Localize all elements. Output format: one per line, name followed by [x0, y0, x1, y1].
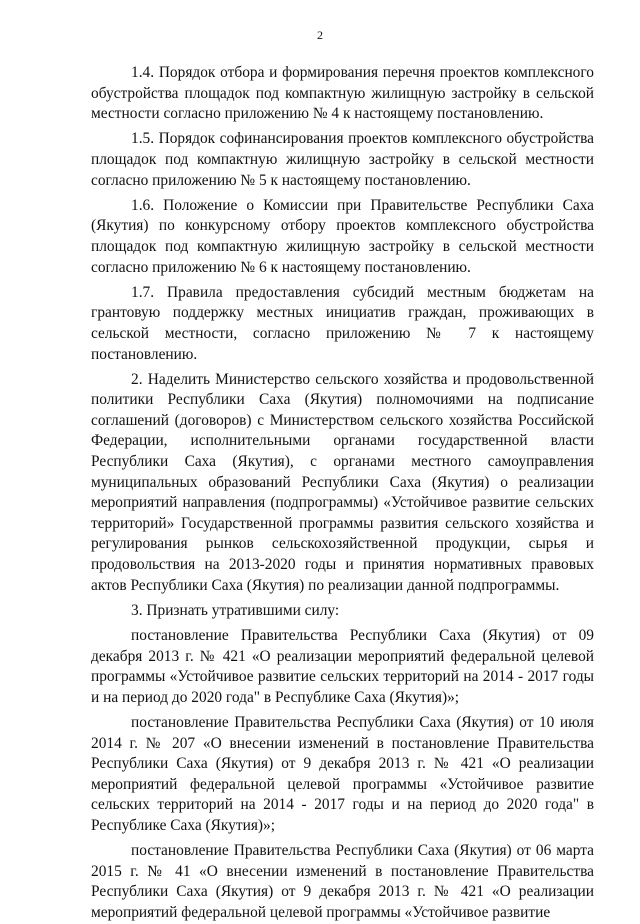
repealed-resolution-41: постановление Правительства Республики Саха (Якутия) от 06 марта 2015 г. № 41 «О внесении изменений в постановление Правительства Республики Саха (Якутия) от 9 декабря 2013 г. № 421 «О реализации мероприятий федеральной целевой программы «Устойчивое развитие — [91, 842, 594, 921]
paragraph-1-5: 1.5. Порядок софинансирования проектов комплексного обустройства площадок под компактную жилищную застройку в сельской местности согласно приложению № 5 к настоящему постановлению. — [91, 130, 594, 189]
paragraph-1-6: 1.6. Положение о Комиссии при Правительстве Республики Саха (Якутия) по конкурсному отбору проектов комплексного обустройства площадок под компактную жилищную застройку в сельской местности согласно приложению № 6 к настоящему постановлению. — [91, 196, 594, 276]
document-body — [91, 63, 594, 924]
paragraph-1-7: 1.7. Правила предоставления субсидий местным бюджетам на грантовую поддержку местных инициатив граждан, проживающих в сельской местности, согласно приложению № 7 к настоящему постановлению. — [91, 283, 594, 363]
paragraph-2: 2. Наделить Министерство сельского хозяйства и продовольственной политики Республики Саха (Якутия) полномочиями на подписание соглашений (договоров) с Министерством сельского хозяйства Российской Федерации, исполнительными органами государственной власти Республики Саха (Якутия), с органами местного самоуправления муниципальных образований Республики Саха (Якутия) о реализации мероприятий направления (подпрограммы) «Устойчивое развитие сельских территорий» Государственной программы развития сельского хозяйства и регулирования рынков сельскохозяйственной продукции, сырья и продовольствия на 2013-2020 годы и принятия нормативных правовых актов Республики Саха (Якутия) по реализации данной подпрограммы. — [91, 370, 594, 594]
repealed-resolution-207: постановление Правительства Республики Саха (Якутия) от 10 июля 2014 г. № 207 «О внесении изменений в постановление Правительства Республики Саха (Якутия) от 9 декабря 2013 г. № 421 «О реализации мероприятий федеральной целевой программы «Устойчивое развитие сельских территорий на 2014 - 2017 годы и на период до 2020 года" в Республике Саха (Якутия)»; — [91, 713, 594, 834]
paragraph-1-4: 1.4. Порядок отбора и формирования перечня проектов комплексного обустройства площадок под компактную жилищную застройку в сельской местности согласно приложению № 4 к настоящему постановлению. — [91, 64, 594, 123]
paragraph-3: 3. Признать утратившими силу: — [131, 601, 340, 619]
repealed-resolution-421: постановление Правительства Республики Саха (Якутия) от 09 декабря 2013 г. № 421 «О реализации мероприятий федеральной целевой программы «Устойчивое развитие сельских территорий на 2014 - 2017 годы и на период до 2020 года" в Республике Саха (Якутия)»; — [91, 627, 594, 706]
page-number: 2 — [317, 28, 323, 42]
